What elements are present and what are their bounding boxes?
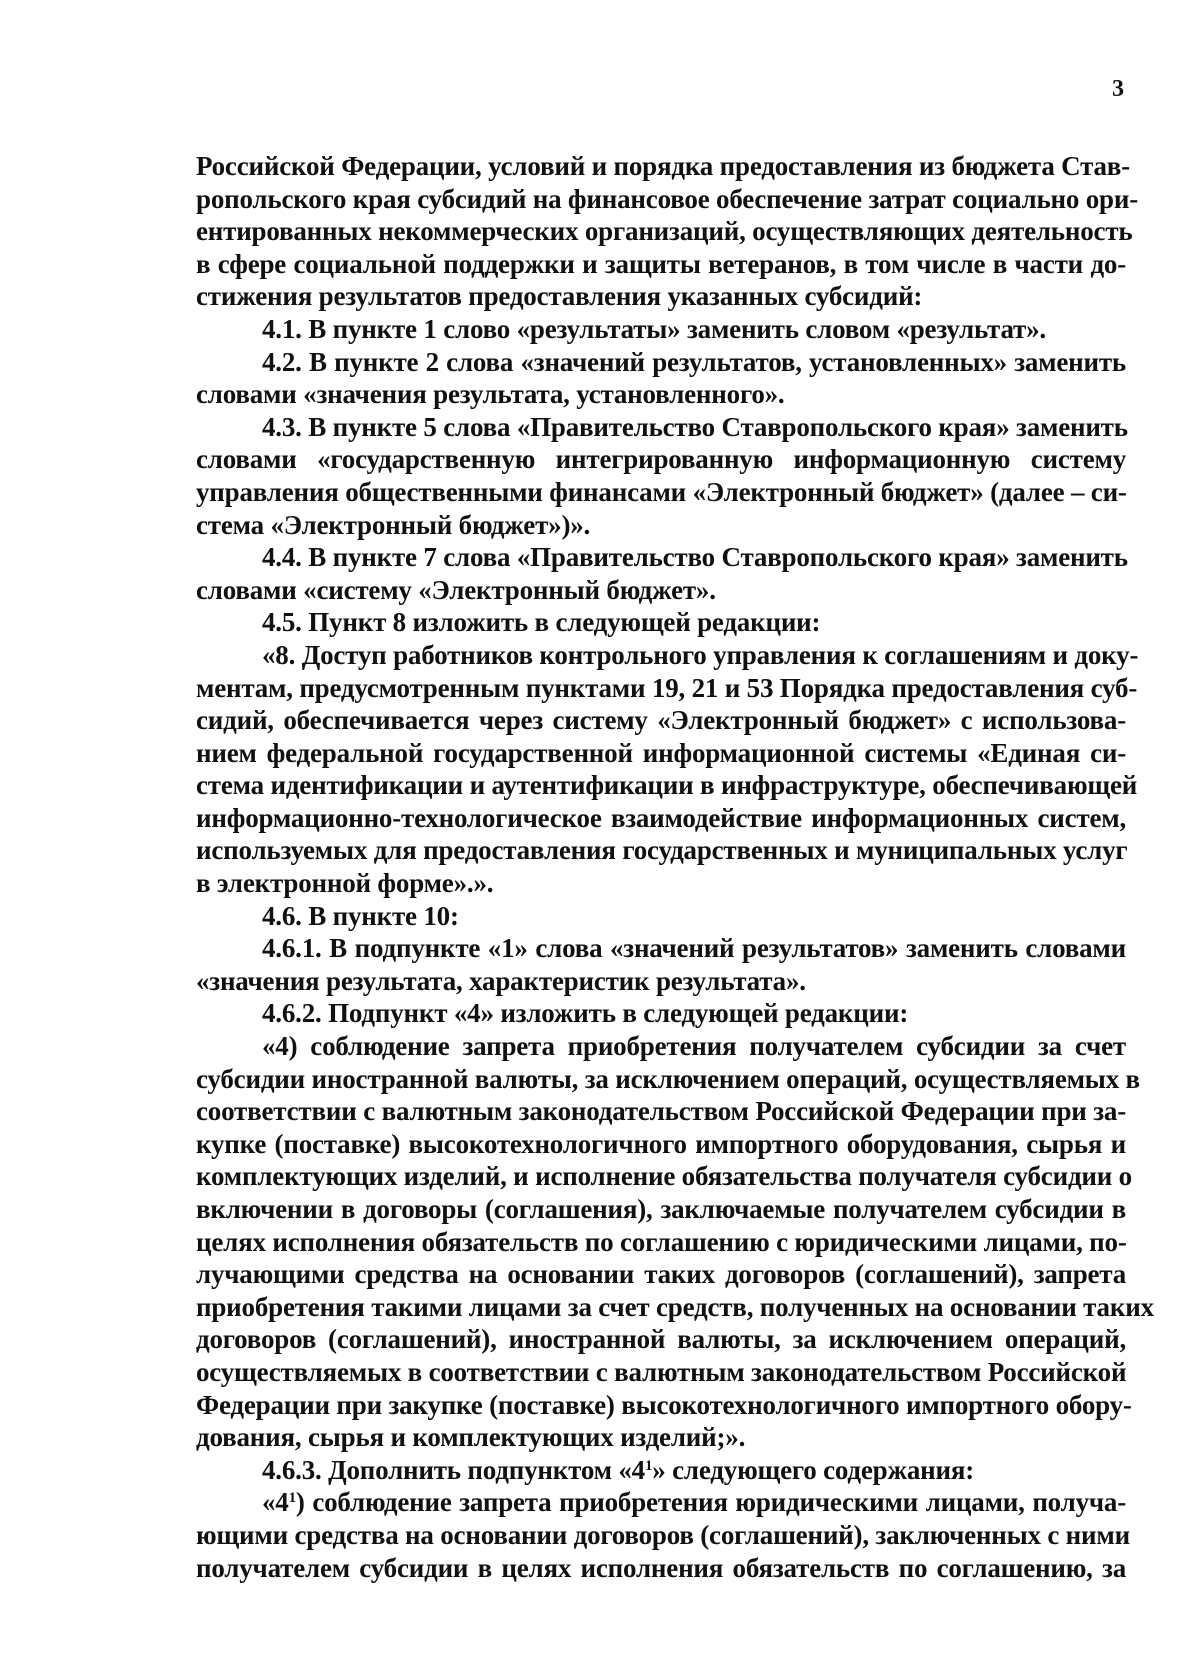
line-text: ментам, предусмотренным пунктами 19, 21 и 53 Порядка предоставления суб- [196,672,1138,703]
page-number: 3 [1112,76,1124,102]
text-line [196,541,1126,574]
line-text: информационно-технологическое взаимодействие информационных систем, [196,802,1126,833]
line-text: комплектующих изделий, и исполнение обязательства получателя субсидии о [196,1161,1132,1192]
text-line [196,248,1126,281]
line-text: получателем субсидии в целях исполнения обязательств по соглашению, за [196,1552,1126,1583]
line-text: стема «Электронный бюджет»)». [196,509,591,540]
line-text: словами «значения результата, установленного». [196,379,785,410]
line-text: управления общественными финансами «Электронный бюджет» (далее – си- [196,476,1127,507]
text-line [196,411,1126,444]
line-text-continued: ) соблюдение запрета приобретения юридическими лицами, получа- [295,1487,1126,1518]
line-text: в электронной форме».». [196,868,494,899]
text-line [196,1258,1126,1291]
text-line [196,346,1126,379]
text-line [196,802,1126,835]
text-line [196,574,1126,607]
text-line [196,1128,1126,1161]
text-line [196,1454,1126,1487]
text-line [196,183,1139,216]
text-line [196,509,1126,542]
line-text: ропольского края субсидий на финансовое обеспечение затрат социально ори- [196,183,1139,214]
text-line [196,1421,1126,1454]
line-text: целях исполнения обязательств по соглашению с юридическими лицами, по- [196,1226,1127,1257]
line-text: Федерации при закупке (поставке) высокотехнологичного импортного обору- [196,1389,1132,1420]
line-text: 4.6.2. Подпункт «4» изложить в следующей редакции: [262,998,909,1029]
text-line [196,1063,1140,1096]
line-text: «4) соблюдение запрета приобретения получателем субсидии за счет [262,1031,1126,1062]
text-line [196,737,1126,770]
line-text: осуществляемых в соответствии с валютным законодательством Российской [196,1356,1127,1387]
text-line [196,672,1138,705]
text-line [196,1193,1126,1226]
line-text: 4.6. В пункте 10: [262,900,459,931]
text-line [196,1323,1126,1356]
line-text: 4.2. В пункте 2 слова «значений результатов, установленных» заменить [262,346,1126,377]
line-text: ентированных некоммерческих организаций, осуществляющих деятельность [196,216,1133,247]
text-line [196,834,1126,867]
text-line [196,606,1126,639]
text-line [196,1226,1126,1259]
text-line [196,150,1130,183]
line-text: включении в договоры (соглашения), заключаемые получателем субсидии в [196,1194,1126,1224]
line-text: 4.5. Пункт 8 изложить в следующей редакции: [262,607,821,638]
text-line [196,476,1126,509]
line-text: используемых для предоставления государственных и муниципальных услуг [196,835,1128,866]
line-text: «8. Доступ работников контрольного управления к соглашениям и доку- [262,639,1139,670]
line-text: 4.6.3. Дополнить подпунктом «4 [262,1454,645,1485]
text-line [196,1030,1126,1063]
line-text: 4.4. В пункте 7 слова «Правительство Ставропольского края» заменить [262,542,1128,573]
line-text: словами «систему «Электронный бюджет». [196,574,716,605]
text-line [196,639,1139,672]
text-line [196,1389,1132,1422]
line-text: Российской Федерации, условий и порядка предоставления из бюджета Став- [196,151,1130,181]
text-line [196,378,1126,411]
text-line [196,1552,1126,1585]
text-line [196,280,1126,313]
text-line [196,1095,1126,1128]
text-line [196,1160,1132,1193]
line-text: лучающими средства на основании таких договоров (соглашений), запрета [196,1259,1126,1290]
line-text: стема идентификации и аутентификации в инфраструктуре, обеспечивающей [196,770,1138,801]
text-line [196,313,1126,346]
line-text: ющими средства на основании договоров (соглашений), заключенных с ними [196,1519,1130,1550]
line-text: «4 [262,1487,289,1518]
text-line [196,997,1126,1030]
line-text: 4.6.1. В подпункте «1» слова «значений результатов» заменить словами [262,933,1126,964]
text-line [196,1486,1126,1519]
line-text: в сфере социальной поддержки и защиты ветеранов, в том числе в части до- [196,248,1126,279]
text-line [196,443,1126,476]
line-text: дования, сырья и комплектующих изделий;». [196,1422,746,1453]
line-text: 4.1. В пункте 1 слово «результаты» заменить словом «результат». [262,313,1046,344]
text-line [196,1356,1126,1389]
line-text: словами «государственную интегрированную информационную систему [196,444,1126,475]
line-text: нием федеральной государственной информационной системы «Единая си- [196,737,1126,768]
line-text: купке (поставке) высокотехнологичного импортного оборудования, сырья и [196,1128,1126,1159]
superscript: 1 [288,1490,296,1507]
text-line [196,932,1126,965]
line-text: приобретения такими лицами за счет средств, полученных на основании таких [196,1291,1154,1322]
line-text: договоров (соглашений), иностранной валюты, за исключением операций, [196,1324,1126,1355]
text-line [196,965,1126,998]
text-line [196,215,1133,248]
text-line [196,769,1138,802]
line-text: стижения результатов предоставления указанных субсидий: [196,281,923,312]
text-line [196,867,1126,900]
document-body [196,150,1154,1584]
line-text: соответствии с валютным законодательством Российской Федерации при за- [196,1096,1126,1127]
line-text: 4.3. В пункте 5 слова «Правительство Ставропольского края» заменить [262,411,1128,442]
text-line [196,704,1126,737]
line-text: «значения результата, характеристик результата». [196,965,806,996]
text-line [196,1291,1154,1324]
text-line [196,900,1126,933]
line-text-continued: » следующего содержания: [652,1454,975,1485]
superscript: 1 [644,1457,653,1474]
line-text: субсидии иностранной валюты, за исключением операций, осуществляемых в [196,1063,1140,1094]
line-text: сидий, обеспечивается через систему «Электронный бюджет» с использова- [196,705,1126,736]
text-line [196,1519,1130,1552]
